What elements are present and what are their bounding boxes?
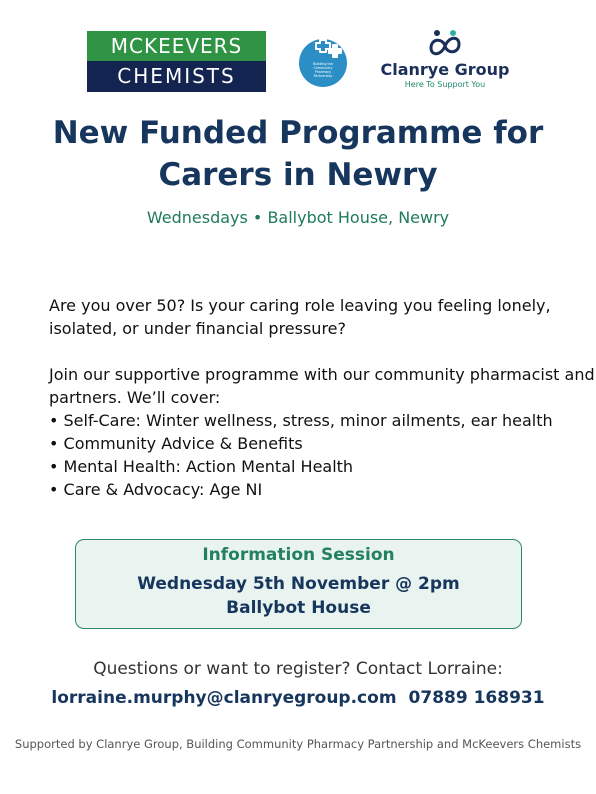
page-title: New Funded Programme for Carers in Newry	[52, 115, 544, 193]
clanrye-infinity-icon	[425, 28, 465, 60]
clanrye-logo	[374, 28, 516, 96]
footer-credits: Supported by Clanrye Group, Building Community Pharmacy Partnership and McKeevers Chemists	[14, 737, 582, 751]
contact-question: Questions or want to register? Contact Lorraine:	[93, 659, 503, 679]
clanrye-name: Clanrye Group	[380, 60, 510, 79]
contact-details	[0, 686, 596, 710]
mckeevers-logo	[87, 31, 266, 92]
info-session-location: Ballybot House	[226, 598, 371, 618]
body-copy	[49, 294, 596, 501]
pharmacy-partnership-logo	[298, 38, 348, 88]
list-item: • Self-Care: Winter wellness, stress, minor ailments, ear health	[49, 411, 553, 430]
pharmacy-partnership-icon	[298, 38, 348, 88]
svg-text:Building the: Building the	[313, 62, 333, 66]
topics-list	[49, 409, 596, 501]
svg-text:Pharmacy: Pharmacy	[314, 70, 332, 74]
intro-paragraph: Are you over 50? Is your caring role leaving you feeling lonely, isolated, or under financial pressure?	[49, 296, 551, 338]
join-paragraph: Join our supportive programme with our community pharmacist and partners. We’ll cover:	[49, 365, 595, 407]
contact-phone-link[interactable]: 07889 168931	[408, 688, 545, 708]
contact-email-link[interactable]: lorraine.murphy@clanryegroup.com	[51, 688, 397, 708]
info-session-datetime: Wednesday 5th November @ 2pm	[137, 574, 460, 594]
list-item: • Community Advice & Benefits	[49, 434, 303, 453]
clanrye-tagline: Here To Support You	[404, 80, 486, 89]
mckeevers-logo-top: MCKEEVERS	[87, 31, 266, 61]
page-subtitle: Wednesdays • Ballybot House, Newry	[146, 208, 450, 227]
list-item: • Mental Health: Action Mental Health	[49, 457, 354, 476]
info-session-box	[75, 539, 522, 629]
svg-text:Partnership: Partnership	[313, 74, 333, 78]
list-item: • Care & Advocacy: Age NI	[49, 480, 263, 499]
info-session-heading: Information Session	[202, 545, 395, 565]
mckeevers-logo-bottom: CHEMISTS	[87, 61, 266, 92]
svg-text:Community: Community	[313, 66, 333, 70]
paragraph-gap	[49, 340, 596, 363]
